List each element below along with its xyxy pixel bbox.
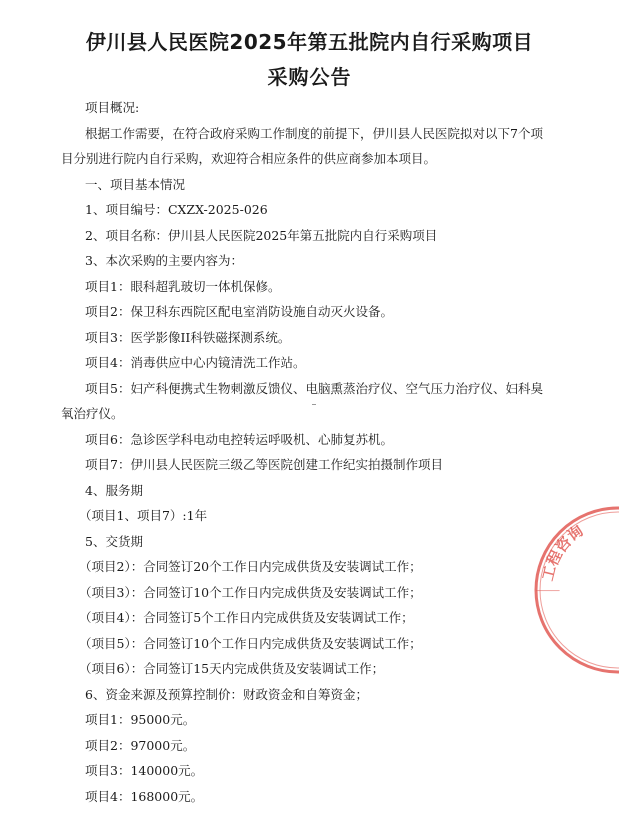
overview-paragraph-line1: 根据工作需要，在符合政府采购工作制度的前提下，伊川县人民医院拟对以下7个项 (85, 125, 543, 141)
main-content-heading: 3、本次采购的主要内容为： (85, 253, 243, 268)
project-name: 2、项目名称：伊川县人民医院2025年第五批院内自行采购项目 (85, 227, 438, 243)
project-item: 项目3：医学影像II科铁磁探测系统。 (85, 329, 291, 345)
red-seal-icon (528, 500, 619, 680)
project-item: 项目2：保卫科东西院区配电室消防设施自动灭火设备。 (85, 304, 393, 319)
document-subtitle: 采购公告 (267, 65, 352, 89)
section1-heading: 一、项目基本情况 (85, 176, 186, 192)
document-title: 伊川县人民医院2025年第五批院内自行采购项目 (85, 30, 534, 54)
seal-text: 工程咨询 (538, 521, 587, 583)
budget-item: 项目3：140000元。 (85, 763, 204, 778)
project-item: 项目4：消毒供应中心内镜清洗工作站。 (85, 355, 306, 370)
project-item: 项目6：急诊医学科电动电控转运呼吸机、心肺复苏机。 (85, 431, 393, 447)
service-period-detail: （项目1、项目7）:1年 (79, 508, 208, 523)
project-item-continuation: 氧治疗仪。 (61, 406, 124, 421)
svg-text:───: ─── (536, 584, 560, 599)
document-body (61, 95, 605, 809)
delivery-item: （项目6）：合同签订15天内完成供货及安装调试工作； (79, 661, 385, 676)
budget-item: 项目4：168000元。 (85, 788, 204, 804)
delivery-item: （项目5）：合同签订10个工作日内完成供货及安装调试工作； (79, 635, 422, 651)
project-item: 项目1：眼科超乳玻切一体机保修。 (85, 278, 281, 294)
funding-heading: 6、资金来源及预算控制价：财政资金和自筹资金； (85, 686, 368, 702)
overview-label: 项目概况: (85, 100, 140, 115)
budget-item: 项目1：95000元。 (85, 712, 196, 727)
budget-item: 项目2：97000元。 (85, 737, 196, 753)
project-item: 项目5：妇产科便携式生物刺激反馈仪、电脑熏蒸治疗仪、空气压力治疗仪、妇科臭 (85, 380, 543, 396)
delivery-item: （项目2）：合同签订20个工作日内完成供货及安装调试工作； (79, 559, 422, 574)
project-number: 1、项目编号：CXZX-2025-026 (85, 202, 268, 217)
delivery-item: （项目3）：合同签订10个工作日内完成供货及安装调试工作； (79, 584, 422, 600)
overview-paragraph-line2: 目分别进行院内自行采购，欢迎符合相应条件的供应商参加本项目。 (61, 151, 437, 166)
project-item: 项目7：伊川县人民医院三级乙等医院创建工作纪实拍摄制作项目 (85, 457, 443, 472)
delivery-heading: 5、交货期 (85, 533, 143, 549)
delivery-item: （项目4）：合同签订5个工作日内完成供货及安装调试工作； (79, 610, 414, 625)
scan-mark (312, 404, 316, 405)
service-period-heading: 4、服务期 (85, 482, 143, 498)
